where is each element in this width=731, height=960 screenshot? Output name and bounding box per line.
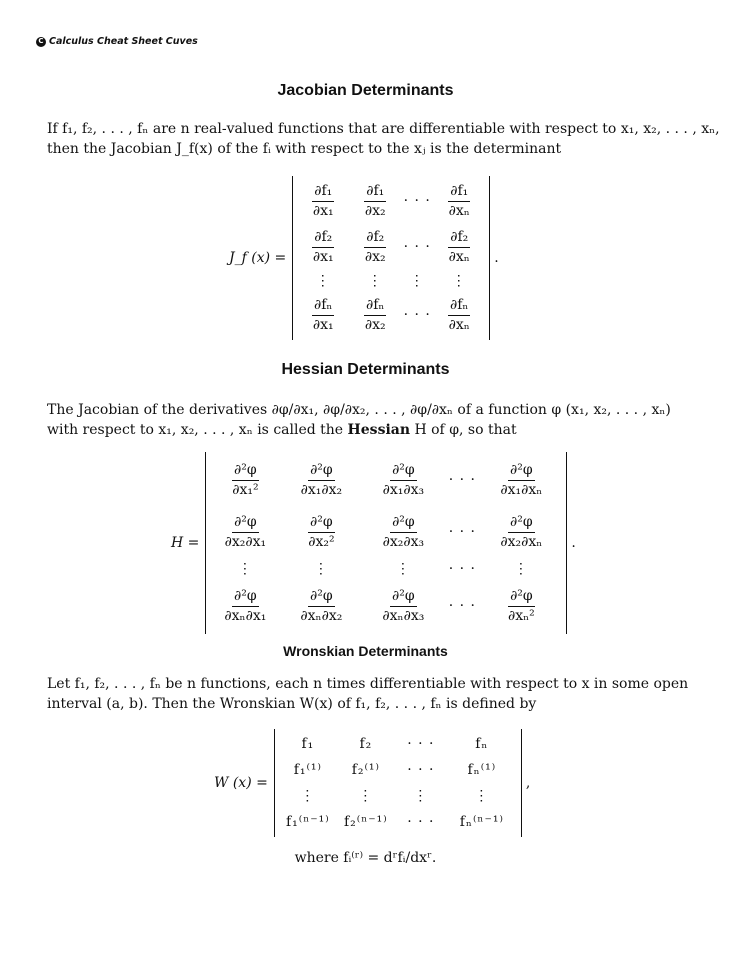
hessian-cell-r2-c4	[449, 524, 476, 540]
wronskian-cell-r4-c2	[344, 814, 388, 830]
fraction	[311, 230, 336, 264]
jacobian-end-punct: .	[494, 250, 499, 266]
cell-text: f₁⁽ⁿ⁻¹⁾	[285, 814, 330, 830]
fraction	[311, 184, 336, 218]
cell-text: · · ·	[448, 598, 477, 614]
fraction-numerator: ∂f₂	[364, 230, 386, 248]
fraction-numerator: ∂f₂	[312, 230, 334, 248]
jacobian-intro-line-1: If f₁, f₂, . . . , fₙ are n real-valued functions that are differentiable with respect to x₁, x₂, . . . , xₙ,	[47, 121, 720, 137]
hessian-cell-r4-c2	[298, 589, 344, 623]
hessian-intro-line-2	[47, 420, 697, 440]
fraction	[306, 515, 336, 549]
jacobian-determinant	[292, 176, 490, 340]
hessian-cell-r1-c4	[449, 472, 476, 488]
fraction	[223, 515, 269, 549]
fraction-denominator: ∂x₂	[364, 248, 386, 265]
fraction-numerator: ∂fₙ	[448, 298, 470, 316]
wronskian-determinant	[274, 729, 522, 837]
fraction	[311, 298, 336, 332]
hessian-cell-r1-c2	[299, 463, 345, 497]
cell-text: f₂	[359, 736, 373, 752]
cell-text: · · ·	[407, 814, 435, 830]
jacobian-cell-r2-c2	[363, 230, 388, 264]
fraction-denominator: ∂xₙ∂x₁	[224, 607, 267, 624]
fraction-denominator: ∂xₙ²	[507, 607, 535, 624]
hessian-cell-r3-c2	[314, 561, 329, 577]
fraction-denominator: ∂x₁	[312, 248, 334, 265]
cell-text: · · ·	[403, 193, 431, 209]
hessian-cell-r1-c1	[230, 463, 260, 497]
fraction	[381, 463, 427, 497]
cell-text: ⋮	[313, 561, 329, 577]
fraction	[498, 463, 544, 497]
wronskian-cell-r3-c2	[358, 788, 373, 804]
hessian-intro	[47, 400, 697, 440]
fraction-denominator: ∂xₙ∂x₂	[300, 607, 343, 624]
fraction-numerator: ∂²φ	[508, 463, 535, 481]
hessian-cell-r4-c1	[222, 589, 268, 623]
brand-mark-icon: C	[36, 37, 46, 47]
fraction-denominator: ∂xₙ∂x₃	[382, 607, 425, 624]
fraction	[298, 589, 344, 623]
fraction	[363, 230, 388, 264]
fraction	[363, 298, 388, 332]
fraction-numerator: ∂²φ	[390, 515, 417, 533]
jacobian-cell-r4-c4	[447, 298, 472, 332]
wronskian-end-punct: ,	[525, 775, 531, 791]
wronskian-cell-r4-c1	[286, 814, 330, 830]
fraction	[498, 515, 544, 549]
fraction-numerator: ∂fₙ	[312, 298, 334, 316]
cell-text: ⋮	[300, 788, 316, 804]
hessian-cell-r3-c3	[396, 561, 411, 577]
wronskian-intro	[47, 674, 697, 714]
cell-text: ⋮	[358, 788, 374, 804]
cell-text: f₁⁽¹⁾	[293, 762, 322, 778]
wronskian-cell-r2-c1	[294, 762, 322, 778]
wronskian-lhs: W (x) =	[214, 775, 268, 791]
cell-text: f₂⁽ⁿ⁻¹⁾	[343, 814, 388, 830]
wronskian-cell-r4-c3	[407, 814, 434, 830]
cell-text: · · ·	[407, 736, 435, 752]
hessian-end-punct: .	[571, 535, 576, 551]
jacobian-intro	[47, 119, 720, 159]
jacobian-cell-r3-c1	[316, 273, 331, 289]
hessian-cell-r4-c4	[449, 598, 476, 614]
hessian-intro-line-2-pre: with respect to x₁, x₂, . . . , xₙ is called the	[47, 422, 344, 438]
fraction-numerator: ∂²φ	[390, 463, 417, 481]
cell-text: · · ·	[448, 524, 477, 540]
fraction-numerator: ∂f₂	[448, 230, 470, 248]
hessian-determinant	[205, 452, 567, 634]
cell-text: ⋮	[237, 561, 253, 577]
wronskian-cell-r2-c4	[467, 762, 496, 778]
hessian-lhs: H =	[171, 535, 200, 551]
fraction-denominator: ∂x₁²	[232, 481, 259, 498]
fraction-denominator: ∂x₁	[312, 316, 334, 333]
cell-text: ⋮	[474, 788, 490, 804]
jacobian-cell-r1-c4	[447, 184, 472, 218]
fraction-denominator: ∂xₙ	[448, 248, 470, 265]
hessian-cell-r1-c3	[381, 463, 427, 497]
cell-text: · · ·	[448, 561, 477, 577]
wronskian-cell-r3-c1	[300, 788, 315, 804]
jacobian-cell-r2-c4	[447, 230, 472, 264]
fraction-numerator: ∂²φ	[232, 515, 259, 533]
cell-text: fₙ	[475, 736, 489, 752]
wronskian-equation	[214, 729, 530, 837]
wronskian-cell-r1-c1	[301, 736, 314, 752]
hessian-cell-r3-c1	[238, 561, 253, 577]
fraction-numerator: ∂²φ	[308, 589, 335, 607]
cell-text: f₂⁽¹⁾	[351, 762, 380, 778]
fraction-denominator: ∂x₁∂x₃	[382, 481, 425, 498]
hessian-cell-r4-c3	[380, 589, 426, 623]
fraction	[230, 463, 260, 497]
fraction-denominator: ∂x₂∂xₙ	[500, 533, 543, 550]
hessian-cell-r2-c5	[498, 515, 544, 549]
wronskian-cell-r1-c2	[359, 736, 372, 752]
fraction-numerator: ∂²φ	[232, 589, 259, 607]
fraction	[363, 184, 388, 218]
fraction	[447, 230, 472, 264]
fraction	[506, 589, 537, 623]
fraction-denominator: ∂x₂	[364, 202, 386, 219]
fraction-denominator: ∂x₂²	[308, 533, 335, 550]
fraction-denominator: ∂xₙ	[448, 202, 470, 219]
cell-text: ⋮	[315, 273, 331, 289]
fraction-denominator: ∂x₂∂x₃	[382, 533, 425, 550]
hessian-equation	[171, 452, 576, 634]
jacobian-title: Jacobian Determinants	[277, 82, 454, 99]
brand-name: Calculus Cheat Sheet Cuves	[49, 36, 198, 47]
hessian-cell-r2-c2	[306, 515, 336, 549]
jacobian-cell-r3-c2	[368, 273, 383, 289]
cell-text: ⋮	[395, 561, 411, 577]
hessian-intro-line-1: The Jacobian of the derivatives ∂φ/∂x₁, ∂φ/∂x₂, . . . , ∂φ/∂xₙ of a function φ (x₁, x₂, . . . , xₙ)	[47, 402, 671, 418]
cell-text: ⋮	[413, 788, 429, 804]
jacobian-cell-r4-c3	[404, 307, 431, 323]
fraction-numerator: ∂²φ	[232, 463, 259, 481]
fraction-denominator: ∂xₙ	[448, 316, 470, 333]
cell-text: ⋮	[409, 273, 425, 289]
hessian-intro-line-2-post: H of φ, so that	[414, 422, 517, 438]
cell-text: fₙ⁽ⁿ⁻¹⁾	[459, 814, 504, 830]
fraction-denominator: ∂x₁	[312, 202, 334, 219]
fraction-denominator: ∂x₂	[364, 316, 386, 333]
wronskian-intro-line-1: Let f₁, f₂, . . . , fₙ be n functions, each n times differentiable with respect to x in some open	[47, 676, 689, 692]
cell-text: ⋮	[513, 561, 529, 577]
cell-text: ⋮	[451, 273, 467, 289]
fraction-numerator: ∂f₁	[448, 184, 470, 202]
fraction-numerator: ∂²φ	[308, 463, 335, 481]
cell-text: · · ·	[448, 472, 477, 488]
jacobian-cell-r2-c3	[404, 239, 431, 255]
wronskian-cell-r3-c3	[413, 788, 428, 804]
wronskian-cell-r4-c4	[460, 814, 504, 830]
fraction	[381, 515, 427, 549]
wronskian-cell-r1-c4	[475, 736, 488, 752]
fraction	[299, 463, 345, 497]
jacobian-lhs: J_f (x) =	[229, 250, 287, 266]
hessian-cell-r3-c4	[449, 561, 476, 577]
hessian-title: Hessian Determinants	[281, 361, 450, 378]
jacobian-cell-r1-c2	[363, 184, 388, 218]
wronskian-cell-r2-c2	[352, 762, 380, 778]
wronskian-cell-r2-c3	[407, 762, 434, 778]
hessian-cell-r2-c1	[223, 515, 269, 549]
fraction	[447, 184, 472, 218]
fraction-denominator: ∂x₁∂xₙ	[500, 481, 543, 498]
cell-text: ⋮	[367, 273, 383, 289]
wronskian-cell-r1-c3	[407, 736, 434, 752]
fraction-numerator: ∂²φ	[508, 515, 535, 533]
hessian-cell-r4-c5	[506, 589, 537, 623]
jacobian-cell-r4-c1	[311, 298, 336, 332]
fraction	[222, 589, 268, 623]
fraction-numerator: ∂f₁	[364, 184, 386, 202]
hessian-cell-r2-c3	[381, 515, 427, 549]
fraction	[380, 589, 426, 623]
fraction-numerator: ∂²φ	[308, 515, 335, 533]
wronskian-title: Wronskian Determinants	[283, 643, 448, 659]
fraction-numerator: ∂²φ	[390, 589, 417, 607]
fraction-numerator: ∂fₙ	[364, 298, 386, 316]
brand-logo	[36, 36, 198, 47]
wronskian-cell-r3-c4	[474, 788, 489, 804]
wronskian-intro-line-2: interval (a, b). Then the Wronskian W(x) of f₁, f₂, . . . , fₙ is defined by	[47, 696, 537, 712]
cell-text: f₁	[301, 736, 315, 752]
jacobian-equation	[229, 176, 499, 340]
fraction	[447, 298, 472, 332]
jacobian-cell-r3-c3	[410, 273, 425, 289]
jacobian-cell-r4-c2	[363, 298, 388, 332]
cell-text: fₙ⁽¹⁾	[467, 762, 497, 778]
fraction-numerator: ∂f₁	[312, 184, 334, 202]
jacobian-cell-r1-c1	[311, 184, 336, 218]
hessian-cell-r3-c5	[514, 561, 529, 577]
fraction-denominator: ∂x₁∂x₂	[300, 481, 343, 498]
cell-text: · · ·	[403, 239, 431, 255]
jacobian-cell-r3-c4	[452, 273, 467, 289]
fraction-denominator: ∂x₂∂x₁	[224, 533, 267, 550]
jacobian-intro-line-2: then the Jacobian J_f(x) of the fᵢ with respect to the xⱼ is the determinant	[47, 141, 562, 157]
jacobian-cell-r1-c3	[404, 193, 431, 209]
fraction-numerator: ∂²φ	[508, 589, 535, 607]
cell-text: · · ·	[407, 762, 435, 778]
hessian-cell-r1-c5	[498, 463, 544, 497]
jacobian-cell-r2-c1	[311, 230, 336, 264]
hessian-intro-bold: Hessian	[347, 422, 411, 438]
cell-text: · · ·	[403, 307, 431, 323]
wronskian-where-note: where fᵢ⁽ʳ⁾ = dʳfᵢ/dxʳ.	[294, 850, 437, 866]
